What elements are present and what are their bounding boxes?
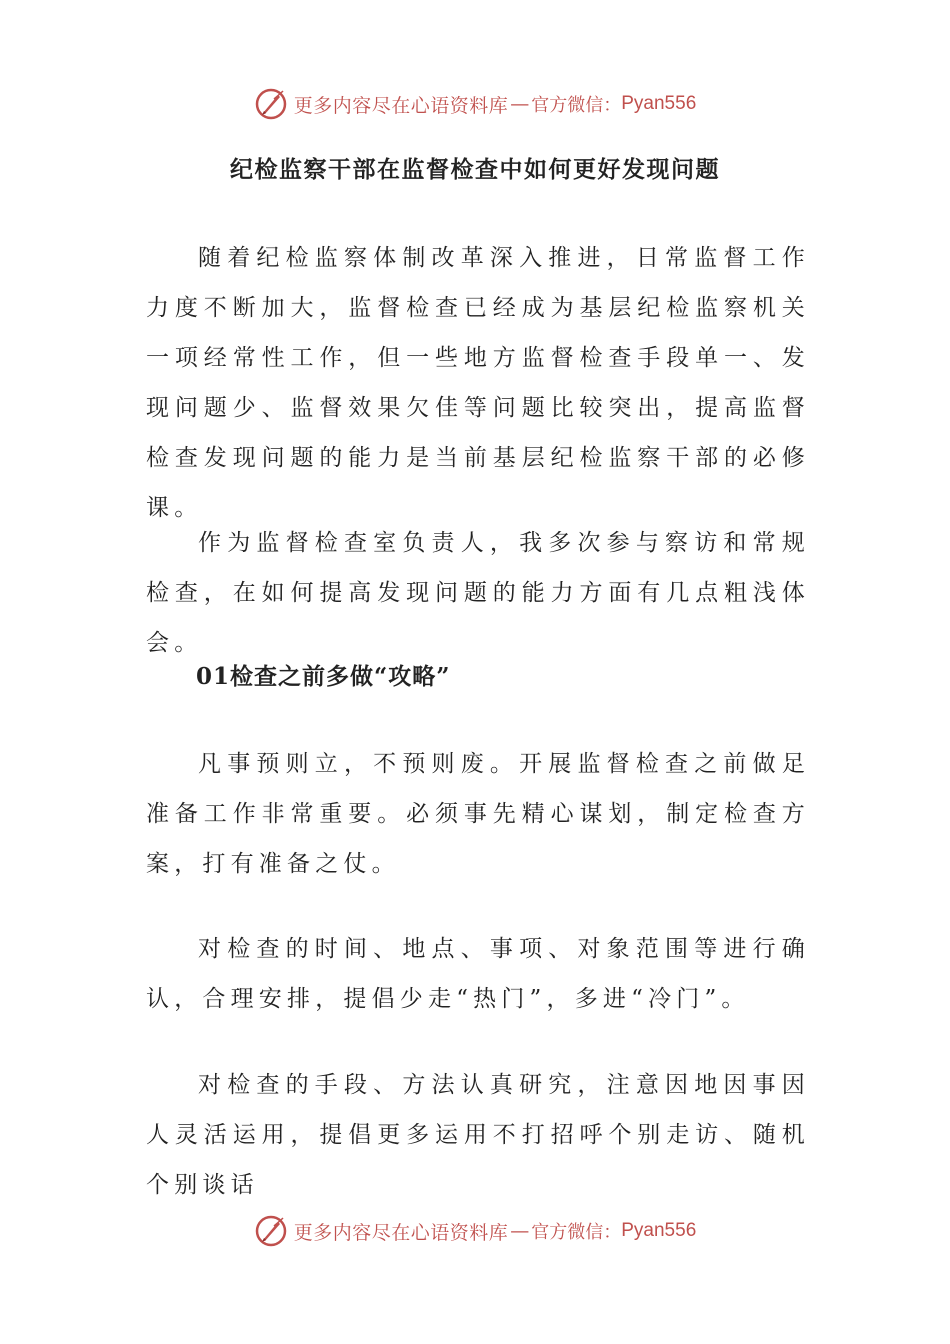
paragraph-methods: 对检查的手段、方法认真研究，注意因地因事因人灵活运用，提倡更多运用不打招呼个别走访、随机个别谈话 <box>146 1072 810 1198</box>
quill-pen-icon <box>254 87 288 121</box>
document-title: 纪检监察干部在监督检查中如何更好发现问题 <box>230 156 720 183</box>
watermark-wechat-id: Pyan556 <box>621 1220 697 1241</box>
quill-pen-icon <box>254 1214 288 1248</box>
watermark-wechat-label: 官方微信： <box>531 95 622 116</box>
watermark-site-text: 更多内容尽在心语资料库 <box>293 1221 509 1244</box>
watermark-separator: — <box>510 93 530 115</box>
header-watermark <box>0 84 950 124</box>
watermark-separator: — <box>510 1220 530 1242</box>
watermark-wechat-id: Pyan556 <box>621 93 697 114</box>
section-heading: 01检查之前多做“攻略” <box>196 663 451 690</box>
paragraph-preparation: 凡事预则立，不预则废。开展监督检查之前做足准备工作非常重要。必须事先精心谋划，制定检查方案，打有准备之仗。 <box>146 751 810 877</box>
watermark-site-text: 更多内容尽在心语资料库 <box>293 94 509 117</box>
paragraph-intro: 随着纪检监察体制改革深入推进，日常监督工作力度不断加大，监督检查已经成为基层纪检监察机关一项经常性工作，但一些地方监督检查手段单一、发现问题少、监督效果欠佳等问题比较突出，提高监督检查发现问题的能力是当前基层纪检监察干部的必修课。 <box>146 245 810 521</box>
paragraph-experience: 作为监督检查室负责人，我多次参与察访和常规检查，在如何提高发现问题的能力方面有几点粗浅体会。 <box>146 530 810 656</box>
footer-watermark <box>0 1211 950 1251</box>
watermark-wechat-label: 官方微信： <box>531 1222 622 1243</box>
paragraph-confirmation: 对检查的时间、地点、事项、对象范围等进行确认，合理安排，提倡少走“热门”，多进“冷门”。 <box>146 936 810 1012</box>
